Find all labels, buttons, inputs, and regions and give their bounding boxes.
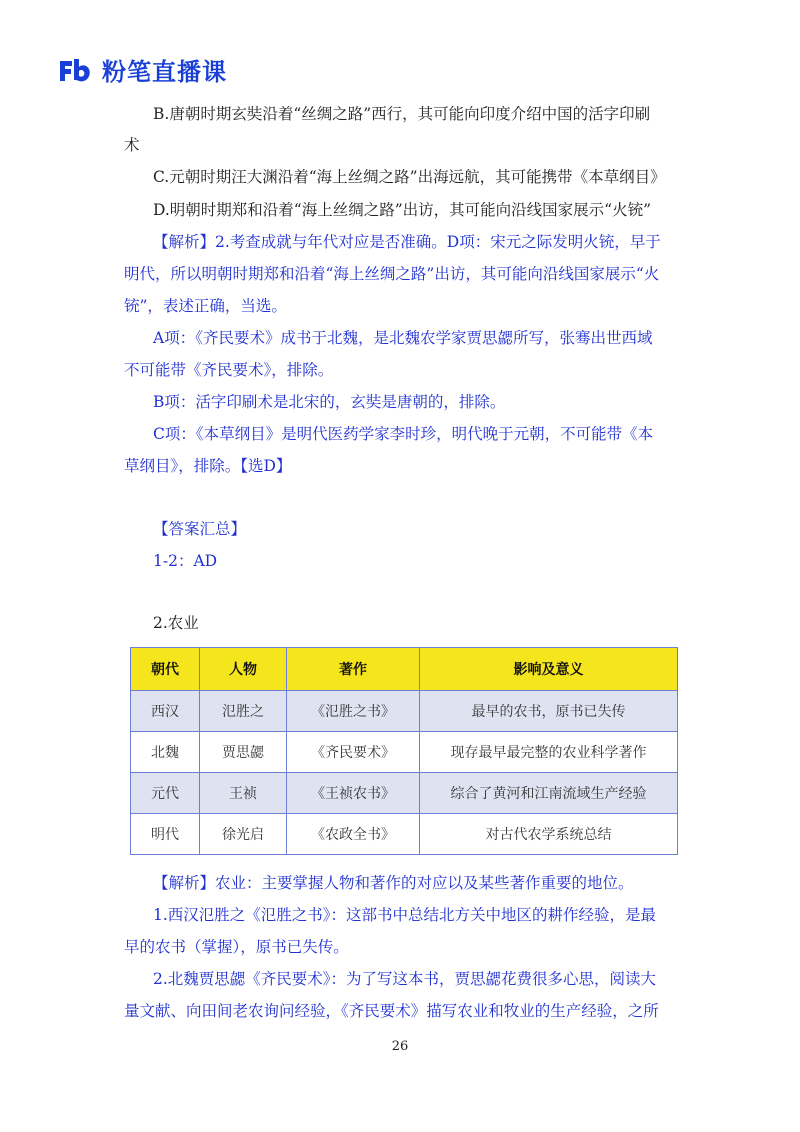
option-d-line: D.明朝时期郑和沿着“海上丝绸之路”出访，其可能向沿线国家展示“火铳”: [153, 201, 652, 219]
cell-work: 《氾胜之书》: [287, 691, 420, 732]
table-row: [131, 691, 678, 732]
analysis-line-2: 明代，所以明朝时期郑和沿着“海上丝绸之路”出访，其可能向沿线国家展示“火: [124, 265, 660, 283]
cell-significance: 综合了黄河和江南流域生产经验: [420, 773, 678, 814]
table-row: [131, 773, 678, 814]
header-significance: 影响及意义: [420, 648, 678, 691]
cell-work: 《齐民要术》: [287, 732, 420, 773]
point-2-line-2: 量文献、向田间老农询问经验，《齐民要术》描写农业和牧业的生产经验，之所: [124, 1002, 659, 1020]
cell-work: 《农政全书》: [287, 814, 420, 855]
agriculture-table: [130, 647, 678, 855]
item-c-line-1: C项：《本草纲目》是明代医药学家李时珍，明代晚于元朝，不可能带《本: [153, 425, 654, 443]
cell-significance: 现存最早最完整的农业科学著作: [420, 732, 678, 773]
item-a-line-1: A项：《齐民要术》成书于北魏，是北魏农学家贾思勰所写，张骞出世西域: [153, 329, 653, 347]
option-b-line-2: 术: [124, 136, 140, 154]
fb-logo-icon: [58, 57, 94, 83]
answer-summary-value: 1-2：AD: [153, 552, 218, 570]
cell-significance: 对古代农学系统总结: [420, 814, 678, 855]
header-dynasty: 朝代: [131, 648, 200, 691]
item-a-line-2: 不可能带《齐民要术》，排除。: [124, 361, 334, 379]
answer-summary-title: 【答案汇总】: [153, 520, 247, 538]
cell-person: 贾思勰: [200, 732, 287, 773]
option-c-line: C.元朝时期汪大渊沿着“海上丝绸之路”出海远航，其可能携带《本草纲目》: [153, 168, 666, 186]
brand-name: 粉笔直播课: [102, 58, 227, 86]
page-number: 26: [391, 1039, 409, 1054]
cell-person: 王祯: [200, 773, 287, 814]
item-b-line: B项：活字印刷术是北宋的，玄奘是唐朝的，排除。: [153, 393, 506, 411]
cell-person: 徐光启: [200, 814, 287, 855]
agri-analysis-line: 【解析】农业：主要掌握人物和著作的对应以及某些著作重要的地位。: [153, 874, 634, 892]
option-b-line-1: B.唐朝时期玄奘沿着“丝绸之路”西行，其可能向印度介绍中国的活字印刷: [153, 105, 651, 123]
cell-dynasty: 北魏: [131, 732, 200, 773]
table-header-row: [131, 648, 678, 691]
analysis-line-1: 【解析】2.考查成就与年代对应是否准确。D项：宋元之际发明火铳，早于: [153, 233, 661, 251]
table-row: [131, 814, 678, 855]
point-2-line-1: 2.北魏贾思勰《齐民要术》：为了写这本书，贾思勰花费很多心思，阅读大: [153, 970, 657, 988]
cell-work: 《王祯农书》: [287, 773, 420, 814]
point-1-line-1: 1.西汉氾胜之《氾胜之书》：这部书中总结北方关中地区的耕作经验，是最: [153, 906, 657, 924]
table-row: [131, 732, 678, 773]
header-work: 著作: [287, 648, 420, 691]
brand-logo: [58, 52, 227, 87]
cell-dynasty: 西汉: [131, 691, 200, 732]
analysis-line-3: 铳”，表述正确，当选。: [124, 297, 287, 315]
cell-dynasty: 元代: [131, 773, 200, 814]
point-1-line-2: 早的农书（掌握），原书已失传。: [124, 938, 349, 956]
header-person: 人物: [200, 648, 287, 691]
section-title: 2.农业: [153, 614, 199, 632]
cell-person: 氾胜之: [200, 691, 287, 732]
cell-significance: 最早的农书，原书已失传: [420, 691, 678, 732]
item-c-line-2: 草纲目》，排除。【选D】: [124, 457, 292, 475]
cell-dynasty: 明代: [131, 814, 200, 855]
